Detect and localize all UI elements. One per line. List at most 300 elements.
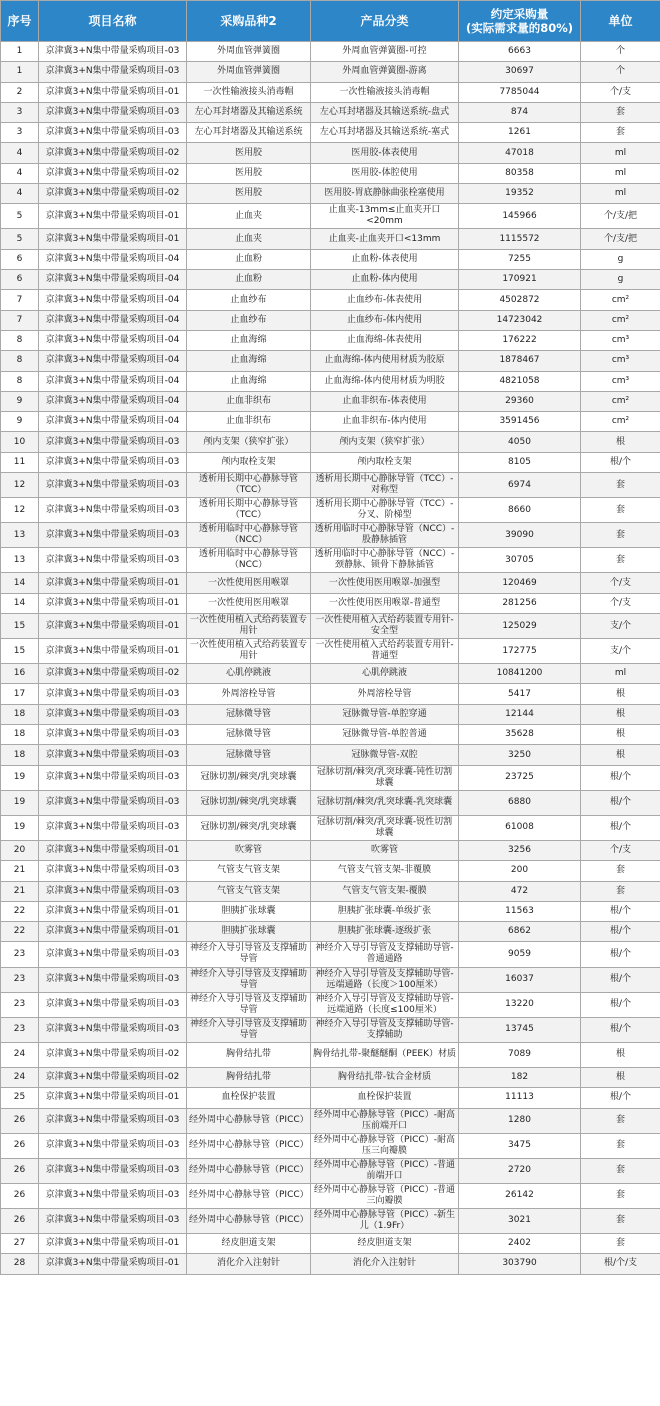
table-body [1, 42, 660, 1275]
table-row [1, 573, 660, 593]
cell-quantity: 13745 [459, 1017, 581, 1042]
cell-variety: 气管支气管支架 [187, 861, 311, 881]
cell-unit: cm² [581, 310, 660, 330]
cell-project-name: 京津冀3+N集中带量采购项目-02 [39, 143, 187, 163]
cell-category: 止血粉-体内使用 [311, 270, 459, 290]
cell-category: 透析用临时中心静脉导管（NCC）-股静脉插管 [311, 523, 459, 548]
cell-quantity: 3591456 [459, 412, 581, 432]
cell-project-name: 京津冀3+N集中带量采购项目-03 [39, 765, 187, 790]
cell-variety: 经外周中心静脉导管（PICC） [187, 1208, 311, 1233]
cell-unit: 套 [581, 1133, 660, 1158]
cell-unit: 套 [581, 1208, 660, 1233]
table-row [1, 901, 660, 921]
cell-quantity: 10841200 [459, 664, 581, 684]
cell-unit: 根 [581, 1067, 660, 1087]
cell-seq: 15 [1, 639, 39, 664]
cell-variety: 冠脉切割/棘突/乳突球囊 [187, 790, 311, 815]
cell-project-name: 京津冀3+N集中带量采购项目-03 [39, 1133, 187, 1158]
cell-category: 经外周中心静脉导管（PICC）-耐高压三向瓣膜 [311, 1133, 459, 1158]
cell-seq: 1 [1, 62, 39, 82]
table-row [1, 62, 660, 82]
cell-project-name: 京津冀3+N集中带量采购项目-03 [39, 992, 187, 1017]
table-row [1, 351, 660, 371]
cell-quantity: 9059 [459, 942, 581, 967]
cell-category: 外周血管弹簧圈-游离 [311, 62, 459, 82]
cell-category: 透析用长期中心静脉导管（TCC）-分叉、阶梯型 [311, 498, 459, 523]
cell-unit: ml [581, 184, 660, 204]
cell-project-name: 京津冀3+N集中带量采购项目-02 [39, 664, 187, 684]
cell-project-name: 京津冀3+N集中带量采购项目-04 [39, 270, 187, 290]
cell-seq: 7 [1, 310, 39, 330]
cell-variety: 止血海绵 [187, 330, 311, 350]
header-variety: 采购品种2 [187, 1, 311, 42]
cell-seq: 4 [1, 163, 39, 183]
cell-unit: 根/个 [581, 992, 660, 1017]
cell-seq: 16 [1, 664, 39, 684]
cell-unit: 个/支/把 [581, 204, 660, 229]
table-row [1, 1254, 660, 1274]
cell-project-name: 京津冀3+N集中带量采购项目-03 [39, 1158, 187, 1183]
cell-variety: 止血夹 [187, 229, 311, 249]
header-unit: 单位 [581, 1, 660, 42]
cell-project-name: 京津冀3+N集中带量采购项目-04 [39, 310, 187, 330]
cell-unit: g [581, 270, 660, 290]
cell-unit: cm² [581, 290, 660, 310]
cell-variety: 左心耳封堵器及其输送系统 [187, 123, 311, 143]
cell-variety: 外周血管弹簧圈 [187, 42, 311, 62]
cell-category: 医用胶-体腔使用 [311, 163, 459, 183]
cell-variety: 冠脉微导管 [187, 704, 311, 724]
cell-unit: 个/支 [581, 593, 660, 613]
cell-category: 一次性使用植入式给药装置专用针-安全型 [311, 614, 459, 639]
cell-seq: 26 [1, 1208, 39, 1233]
cell-unit: 根/个 [581, 967, 660, 992]
cell-seq: 3 [1, 123, 39, 143]
cell-project-name: 京津冀3+N集中带量采购项目-02 [39, 163, 187, 183]
table-row [1, 1158, 660, 1183]
cell-variety: 医用胶 [187, 184, 311, 204]
cell-variety: 气管支气管支架 [187, 881, 311, 901]
cell-seq: 20 [1, 840, 39, 860]
cell-project-name: 京津冀3+N集中带量采购项目-04 [39, 249, 187, 269]
cell-unit: 套 [581, 881, 660, 901]
table-row [1, 765, 660, 790]
cell-variety: 止血非织布 [187, 391, 311, 411]
cell-project-name: 京津冀3+N集中带量采购项目-01 [39, 82, 187, 102]
cell-quantity: 19352 [459, 184, 581, 204]
cell-seq: 23 [1, 942, 39, 967]
cell-variety: 止血海绵 [187, 371, 311, 391]
cell-category: 经外周中心静脉导管（PICC）-普通三向瓣膜 [311, 1183, 459, 1208]
cell-variety: 心肌停跳液 [187, 664, 311, 684]
cell-quantity: 12144 [459, 704, 581, 724]
cell-project-name: 京津冀3+N集中带量采购项目-03 [39, 684, 187, 704]
table-row [1, 1067, 660, 1087]
cell-quantity: 303790 [459, 1254, 581, 1274]
cell-project-name: 京津冀3+N集中带量采购项目-01 [39, 901, 187, 921]
cell-project-name: 京津冀3+N集中带量采购项目-01 [39, 1233, 187, 1253]
cell-category: 神经介入导引导管及支撑辅助导管-远端通路（长度≤100厘米） [311, 992, 459, 1017]
cell-quantity: 176222 [459, 330, 581, 350]
cell-quantity: 1878467 [459, 351, 581, 371]
cell-project-name: 京津冀3+N集中带量采购项目-03 [39, 1108, 187, 1133]
cell-quantity: 61008 [459, 815, 581, 840]
table-row [1, 290, 660, 310]
cell-seq: 6 [1, 249, 39, 269]
cell-seq: 21 [1, 881, 39, 901]
cell-variety: 经外周中心静脉导管（PICC） [187, 1108, 311, 1133]
table-row [1, 523, 660, 548]
table-row [1, 498, 660, 523]
cell-variety: 止血纱布 [187, 290, 311, 310]
cell-category: 外周溶栓导管 [311, 684, 459, 704]
cell-quantity: 1115572 [459, 229, 581, 249]
cell-quantity: 3256 [459, 840, 581, 860]
table-row [1, 593, 660, 613]
cell-unit: 根/个/支 [581, 1254, 660, 1274]
cell-seq: 23 [1, 967, 39, 992]
cell-unit: 套 [581, 861, 660, 881]
table-row [1, 163, 660, 183]
cell-project-name: 京津冀3+N集中带量采购项目-03 [39, 523, 187, 548]
cell-project-name: 京津冀3+N集中带量采购项目-03 [39, 123, 187, 143]
cell-seq: 26 [1, 1158, 39, 1183]
cell-unit: ml [581, 664, 660, 684]
cell-quantity: 8660 [459, 498, 581, 523]
cell-unit: 根 [581, 432, 660, 452]
cell-seq: 22 [1, 901, 39, 921]
cell-quantity: 874 [459, 102, 581, 122]
cell-seq: 19 [1, 790, 39, 815]
cell-category: 胸骨结扎带-聚醚醚酮（PEEK）材质 [311, 1042, 459, 1067]
cell-seq: 27 [1, 1233, 39, 1253]
cell-project-name: 京津冀3+N集中带量采购项目-04 [39, 412, 187, 432]
cell-unit: cm² [581, 391, 660, 411]
cell-project-name: 京津冀3+N集中带量采购项目-03 [39, 473, 187, 498]
cell-seq: 26 [1, 1183, 39, 1208]
table-row [1, 143, 660, 163]
cell-quantity: 7785044 [459, 82, 581, 102]
cell-variety: 胆胰扩张球囊 [187, 901, 311, 921]
cell-unit: 套 [581, 473, 660, 498]
cell-category: 冠脉切割/棘突/乳突球囊-钝性切割球囊 [311, 765, 459, 790]
cell-seq: 26 [1, 1133, 39, 1158]
cell-variety: 外周血管弹簧圈 [187, 62, 311, 82]
cell-quantity: 2402 [459, 1233, 581, 1253]
cell-unit: 根/个 [581, 1017, 660, 1042]
cell-variety: 一次性输液接头消毒帽 [187, 82, 311, 102]
cell-quantity: 145966 [459, 204, 581, 229]
cell-project-name: 京津冀3+N集中带量采购项目-01 [39, 1254, 187, 1274]
cell-variety: 神经介入导引导管及支撑辅助导管 [187, 1017, 311, 1042]
cell-project-name: 京津冀3+N集中带量采购项目-03 [39, 1208, 187, 1233]
cell-variety: 神经介入导引导管及支撑辅助导管 [187, 942, 311, 967]
cell-unit: 个/支/把 [581, 229, 660, 249]
cell-unit: 个/支 [581, 840, 660, 860]
cell-seq: 6 [1, 270, 39, 290]
cell-unit: cm³ [581, 330, 660, 350]
cell-variety: 经外周中心静脉导管（PICC） [187, 1158, 311, 1183]
cell-unit: 根/个 [581, 790, 660, 815]
cell-quantity: 172775 [459, 639, 581, 664]
table-row [1, 371, 660, 391]
cell-unit: 根/个 [581, 942, 660, 967]
cell-category: 神经介入导引导管及支撑辅助导管-普通通路 [311, 942, 459, 967]
cell-project-name: 京津冀3+N集中带量采购项目-04 [39, 371, 187, 391]
cell-category: 透析用临时中心静脉导管（NCC）-颈静脉、锁骨下静脉插管 [311, 548, 459, 573]
table-row [1, 664, 660, 684]
cell-unit: 套 [581, 1108, 660, 1133]
cell-project-name: 京津冀3+N集中带量采购项目-01 [39, 922, 187, 942]
cell-category: 胸骨结扎带-钛合金材质 [311, 1067, 459, 1087]
cell-variety: 外周溶栓导管 [187, 684, 311, 704]
cell-project-name: 京津冀3+N集中带量采购项目-01 [39, 614, 187, 639]
table-row [1, 967, 660, 992]
cell-quantity: 1280 [459, 1108, 581, 1133]
cell-category: 一次性输液接头消毒帽 [311, 82, 459, 102]
cell-seq: 14 [1, 593, 39, 613]
cell-quantity: 125029 [459, 614, 581, 639]
header-row [1, 1, 660, 42]
table-row [1, 42, 660, 62]
cell-unit: 根/个 [581, 452, 660, 472]
table-row [1, 249, 660, 269]
cell-project-name: 京津冀3+N集中带量采购项目-03 [39, 1183, 187, 1208]
cell-seq: 14 [1, 573, 39, 593]
table-row [1, 102, 660, 122]
cell-variety: 胆胰扩张球囊 [187, 922, 311, 942]
cell-project-name: 京津冀3+N集中带量采购项目-01 [39, 1088, 187, 1108]
table-row [1, 184, 660, 204]
cell-quantity: 16037 [459, 967, 581, 992]
cell-seq: 15 [1, 614, 39, 639]
cell-quantity: 182 [459, 1067, 581, 1087]
cell-seq: 12 [1, 498, 39, 523]
table-row [1, 684, 660, 704]
cell-project-name: 京津冀3+N集中带量采购项目-02 [39, 1042, 187, 1067]
cell-project-name: 京津冀3+N集中带量采购项目-03 [39, 452, 187, 472]
cell-variety: 经外周中心静脉导管（PICC） [187, 1133, 311, 1158]
cell-unit: ml [581, 163, 660, 183]
cell-quantity: 47018 [459, 143, 581, 163]
cell-project-name: 京津冀3+N集中带量采购项目-04 [39, 330, 187, 350]
cell-quantity: 8105 [459, 452, 581, 472]
cell-quantity: 6663 [459, 42, 581, 62]
cell-project-name: 京津冀3+N集中带量采购项目-03 [39, 815, 187, 840]
cell-category: 一次性使用植入式给药装置专用针-普通型 [311, 639, 459, 664]
table-row [1, 922, 660, 942]
table-row [1, 473, 660, 498]
cell-category: 止血纱布-体表使用 [311, 290, 459, 310]
cell-project-name: 京津冀3+N集中带量采购项目-01 [39, 573, 187, 593]
cell-variety: 经外周中心静脉导管（PICC） [187, 1183, 311, 1208]
table-row [1, 1183, 660, 1208]
table-row [1, 745, 660, 765]
cell-category: 止血海绵-体内使用材质为胶原 [311, 351, 459, 371]
table-row [1, 992, 660, 1017]
cell-unit: 个/支 [581, 82, 660, 102]
table-row [1, 452, 660, 472]
table-row [1, 330, 660, 350]
cell-project-name: 京津冀3+N集中带量采购项目-03 [39, 102, 187, 122]
table-row [1, 1208, 660, 1233]
cell-category: 经外周中心静脉导管（PICC）-普通前端开口 [311, 1158, 459, 1183]
cell-seq: 12 [1, 473, 39, 498]
cell-quantity: 3021 [459, 1208, 581, 1233]
cell-variety: 止血非织布 [187, 412, 311, 432]
cell-quantity: 281256 [459, 593, 581, 613]
cell-unit: 套 [581, 523, 660, 548]
table-row [1, 432, 660, 452]
cell-unit: 个 [581, 62, 660, 82]
cell-category: 冠脉切割/棘突/乳突球囊-乳突球囊 [311, 790, 459, 815]
cell-category: 冠脉切割/棘突/乳突球囊-锐性切割球囊 [311, 815, 459, 840]
table-row [1, 881, 660, 901]
cell-project-name: 京津冀3+N集中带量采购项目-04 [39, 391, 187, 411]
cell-variety: 透析用临时中心静脉导管（NCC） [187, 523, 311, 548]
cell-variety: 冠脉切割/棘突/乳突球囊 [187, 765, 311, 790]
cell-seq: 1 [1, 42, 39, 62]
table-row [1, 725, 660, 745]
cell-quantity: 14723042 [459, 310, 581, 330]
cell-category: 止血夹-止血夹开口<13mm [311, 229, 459, 249]
table-row [1, 1088, 660, 1108]
cell-variety: 左心耳封堵器及其输送系统 [187, 102, 311, 122]
cell-project-name: 京津冀3+N集中带量采购项目-03 [39, 1017, 187, 1042]
cell-unit: 根 [581, 725, 660, 745]
cell-category: 冠脉微导管-双腔 [311, 745, 459, 765]
cell-variety: 一次性使用植入式给药装置专用针 [187, 614, 311, 639]
cell-variety: 止血粉 [187, 249, 311, 269]
cell-unit: 套 [581, 548, 660, 573]
cell-seq: 8 [1, 371, 39, 391]
cell-seq: 13 [1, 548, 39, 573]
cell-category: 消化介入注射针 [311, 1254, 459, 1274]
cell-variety: 经皮胆道支架 [187, 1233, 311, 1253]
cell-quantity: 120469 [459, 573, 581, 593]
cell-category: 经皮胆道支架 [311, 1233, 459, 1253]
cell-quantity: 11113 [459, 1088, 581, 1108]
cell-category: 止血夹-13mm≤止血夹开口<20mm [311, 204, 459, 229]
cell-category: 血栓保护装置 [311, 1088, 459, 1108]
cell-variety: 透析用临时中心静脉导管（NCC） [187, 548, 311, 573]
header-project-name: 项目名称 [39, 1, 187, 42]
cell-unit: 根/个 [581, 765, 660, 790]
cell-unit: 根 [581, 745, 660, 765]
cell-project-name: 京津冀3+N集中带量采购项目-03 [39, 432, 187, 452]
cell-seq: 13 [1, 523, 39, 548]
cell-category: 气管支气管支架-非覆膜 [311, 861, 459, 881]
cell-project-name: 京津冀3+N集中带量采购项目-03 [39, 548, 187, 573]
cell-quantity: 7255 [459, 249, 581, 269]
cell-project-name: 京津冀3+N集中带量采购项目-03 [39, 704, 187, 724]
cell-variety: 一次性使用医用喉罩 [187, 573, 311, 593]
table-row [1, 229, 660, 249]
cell-quantity: 11563 [459, 901, 581, 921]
table-row [1, 1233, 660, 1253]
cell-quantity: 29360 [459, 391, 581, 411]
cell-quantity: 3475 [459, 1133, 581, 1158]
cell-unit: 支/个 [581, 639, 660, 664]
table-row [1, 412, 660, 432]
table-row [1, 548, 660, 573]
cell-category: 经外周中心静脉导管（PICC）-耐高压前端开口 [311, 1108, 459, 1133]
cell-seq: 24 [1, 1042, 39, 1067]
cell-unit: 根/个 [581, 1088, 660, 1108]
cell-unit: 套 [581, 1158, 660, 1183]
cell-seq: 24 [1, 1067, 39, 1087]
cell-seq: 11 [1, 452, 39, 472]
cell-unit: ml [581, 143, 660, 163]
cell-category: 气管支气管支架-覆膜 [311, 881, 459, 901]
cell-quantity: 1261 [459, 123, 581, 143]
cell-quantity: 4821058 [459, 371, 581, 391]
table-row [1, 790, 660, 815]
cell-variety: 神经介入导引导管及支撑辅助导管 [187, 992, 311, 1017]
cell-project-name: 京津冀3+N集中带量采购项目-01 [39, 204, 187, 229]
cell-category: 神经介入导引导管及支撑辅助导管-远端通路（长度＞100厘米） [311, 967, 459, 992]
cell-category: 颅内取栓支架 [311, 452, 459, 472]
cell-seq: 4 [1, 184, 39, 204]
table-row [1, 942, 660, 967]
cell-project-name: 京津冀3+N集中带量采购项目-03 [39, 62, 187, 82]
table-row [1, 1108, 660, 1133]
header-category: 产品分类 [311, 1, 459, 42]
cell-quantity: 39090 [459, 523, 581, 548]
cell-category: 透析用长期中心静脉导管（TCC）-对称型 [311, 473, 459, 498]
cell-quantity: 472 [459, 881, 581, 901]
cell-category: 一次性使用医用喉罩-普通型 [311, 593, 459, 613]
cell-category: 左心耳封堵器及其输送系统-盘式 [311, 102, 459, 122]
cell-quantity: 23725 [459, 765, 581, 790]
cell-unit: 个 [581, 42, 660, 62]
cell-seq: 8 [1, 351, 39, 371]
cell-unit: 根/个 [581, 901, 660, 921]
table-row [1, 310, 660, 330]
cell-category: 冠脉微导管-单腔普通 [311, 725, 459, 745]
cell-seq: 2 [1, 82, 39, 102]
cell-category: 经外周中心静脉导管（PICC）-新生儿（1.9Fr） [311, 1208, 459, 1233]
cell-seq: 23 [1, 992, 39, 1017]
cell-variety: 止血海绵 [187, 351, 311, 371]
cell-quantity: 170921 [459, 270, 581, 290]
cell-unit: 套 [581, 1183, 660, 1208]
cell-variety: 一次性使用医用喉罩 [187, 593, 311, 613]
cell-quantity: 6880 [459, 790, 581, 815]
cell-category: 心肌停跳液 [311, 664, 459, 684]
cell-project-name: 京津冀3+N集中带量采购项目-04 [39, 351, 187, 371]
cell-variety: 神经介入导引导管及支撑辅助导管 [187, 967, 311, 992]
cell-project-name: 京津冀3+N集中带量采购项目-03 [39, 790, 187, 815]
table-row [1, 82, 660, 102]
cell-unit: 套 [581, 102, 660, 122]
table-row [1, 204, 660, 229]
cell-variety: 冠脉微导管 [187, 725, 311, 745]
cell-seq: 17 [1, 684, 39, 704]
cell-unit: g [581, 249, 660, 269]
cell-seq: 22 [1, 922, 39, 942]
header-seq: 序号 [1, 1, 39, 42]
cell-unit: 套 [581, 123, 660, 143]
table-row [1, 1017, 660, 1042]
cell-seq: 8 [1, 330, 39, 350]
cell-unit: cm³ [581, 351, 660, 371]
cell-category: 颅内支架（狭窄扩张） [311, 432, 459, 452]
cell-variety: 血栓保护装置 [187, 1088, 311, 1108]
cell-project-name: 京津冀3+N集中带量采购项目-01 [39, 593, 187, 613]
cell-variety: 一次性使用植入式给药装置专用针 [187, 639, 311, 664]
cell-variety: 医用胶 [187, 163, 311, 183]
